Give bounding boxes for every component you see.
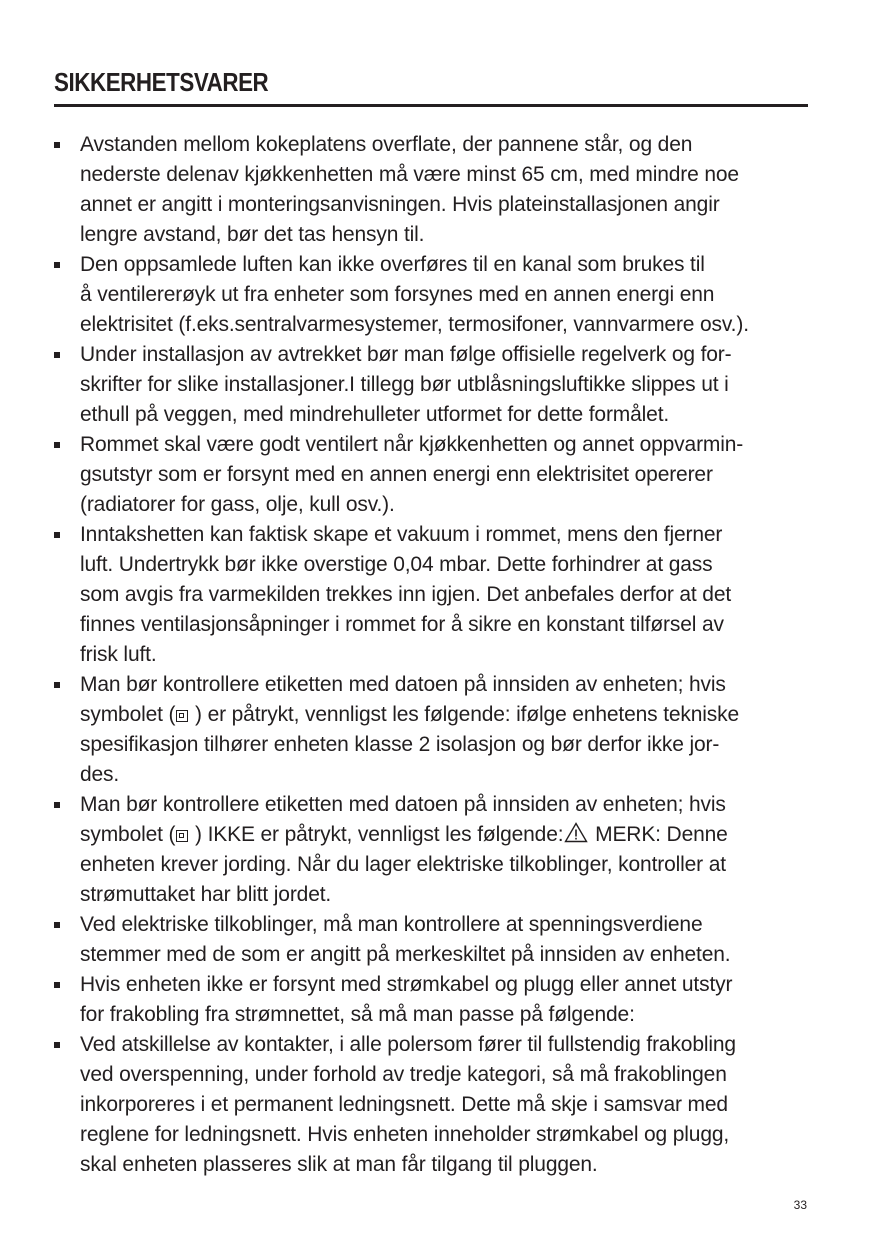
text-line: gsutstyr som er forsynt med en annen energi enn elektrisitet opererer <box>80 463 713 486</box>
bullet-marker <box>54 1042 60 1048</box>
text-line: som avgis fra varmekilden trekkes inn igjen. Det anbefales derfor at det <box>80 583 732 606</box>
list-item <box>54 910 814 970</box>
text-line: reglene for ledningsnett. Hvis enheten inneholder strømkabel og plugg, <box>80 1123 730 1146</box>
bullet-marker <box>54 982 60 988</box>
text-line: elektrisitet (f.eks.sentralvarmesystemer, termosifoner, vannvarmere osv.). <box>80 313 749 336</box>
bullet-marker <box>54 352 60 358</box>
text-line: ethull på veggen, med mindrehulleter utformet for dette formålet. <box>80 403 670 426</box>
text-line: luft. Undertrykk bør ikke overstige 0,04 mbar. Dette forhindrer at gass <box>80 553 713 576</box>
text-line: Man bør kontrollere etiketten med datoen på innsiden av enheten; hvis <box>80 673 726 696</box>
text-line: annet er angitt i monteringsanvisningen. Hvis plateinstallasjonen angir <box>80 193 720 216</box>
bullet-marker <box>54 442 60 448</box>
list-item <box>54 1030 814 1180</box>
text-fragment: ) IKKE er påtrykt, vennligst les følgende: <box>195 823 564 846</box>
text-line: ved overspenning, under forhold av tredje kategori, så må frakoblingen <box>80 1063 727 1086</box>
class-2-insulation-icon <box>176 830 188 842</box>
text-line: finnes ventilasjonsåpninger i rommet for å sikre en konstant tilførsel av <box>80 613 724 636</box>
bullet-marker <box>54 142 60 148</box>
text-line: strømuttaket har blitt jordet. <box>80 883 332 906</box>
heading-underline <box>54 104 808 107</box>
list-item <box>54 790 814 910</box>
section-heading: SIKKERHETSVARER <box>54 67 269 97</box>
text-fragment: symbolet ( <box>80 703 176 726</box>
text-line: Ved elektriske tilkoblinger, må man kontrollere at spenningsverdiene <box>80 913 703 936</box>
bullet-marker <box>54 532 60 538</box>
list-item <box>54 520 814 670</box>
list-item <box>54 970 814 1030</box>
list-item <box>54 340 814 430</box>
safety-warnings-list <box>54 130 814 1180</box>
text-line: skrifter for slike installasjoner.I tillegg bør utblåsningsluftikke slippes ut i <box>80 373 729 396</box>
text-line: nederste delenav kjøkkenhetten må være minst 65 cm, med mindre noe <box>80 163 739 186</box>
list-item <box>54 670 814 790</box>
class-2-insulation-icon <box>176 710 188 722</box>
text-line: Rommet skal være godt ventilert når kjøkkenhetten og annet oppvarmin- <box>80 433 744 456</box>
text-line: å ventilererøyk ut fra enheter som forsynes med en annen energi enn <box>80 283 715 306</box>
text-line: stemmer med de som er angitt på merkeskiltet på innsiden av enheten. <box>80 943 731 966</box>
list-item <box>54 130 814 250</box>
text-line: Hvis enheten ikke er forsynt med strømkabel og plugg eller annet utstyr <box>80 973 733 996</box>
text-line: Ved atskillelse av kontakter, i alle polersom fører til fullstendig frakobling <box>80 1033 736 1056</box>
text-line: for frakobling fra strømnettet, så må man passe på følgende: <box>80 1003 635 1026</box>
text-line: Inntakshetten kan faktisk skape et vakuum i rommet, mens den fjerner <box>80 523 723 546</box>
list-item <box>54 430 814 520</box>
list-item <box>54 250 814 340</box>
warning-triangle-icon <box>564 822 588 843</box>
text-line: Man bør kontrollere etiketten med datoen på innsiden av enheten; hvis <box>80 793 726 816</box>
text-line: Avstanden mellom kokeplatens overflate, der pannene står, og den <box>80 133 693 156</box>
text-line: inkorporeres i et permanent ledningsnett. Dette må skje i samsvar med <box>80 1093 728 1116</box>
text-line: des. <box>80 763 120 786</box>
text-line: frisk luft. <box>80 643 157 666</box>
text-line: enheten krever jording. Når du lager elektriske tilkoblinger, kontroller at <box>80 853 726 876</box>
bullet-marker <box>54 922 60 928</box>
text-fragment: ) er påtrykt, vennligst les følgende: ifølge enhetens tekniske <box>195 703 740 726</box>
page-number: 33 <box>793 1198 807 1212</box>
text-line <box>80 700 814 730</box>
bullet-marker <box>54 682 60 688</box>
text-line: spesifikasjon tilhører enheten klasse 2 isolasjon og bør derfor ikke jor- <box>80 733 720 756</box>
text-line: (radiatorer for gass, olje, kull osv.). <box>80 493 395 516</box>
text-line <box>80 820 814 850</box>
text-line: skal enheten plasseres slik at man får tilgang til pluggen. <box>80 1153 598 1176</box>
text-line: Under installasjon av avtrekket bør man følge offisielle regelverk og for- <box>80 343 732 366</box>
bullet-marker <box>54 802 60 808</box>
text-line: Den oppsamlede luften kan ikke overføres til en kanal som brukes til <box>80 253 705 276</box>
text-fragment: symbolet ( <box>80 823 176 846</box>
text-line: lengre avstand, bør det tas hensyn til. <box>80 223 425 246</box>
text-fragment: MERK: Denne <box>595 823 728 846</box>
bullet-marker <box>54 262 60 268</box>
